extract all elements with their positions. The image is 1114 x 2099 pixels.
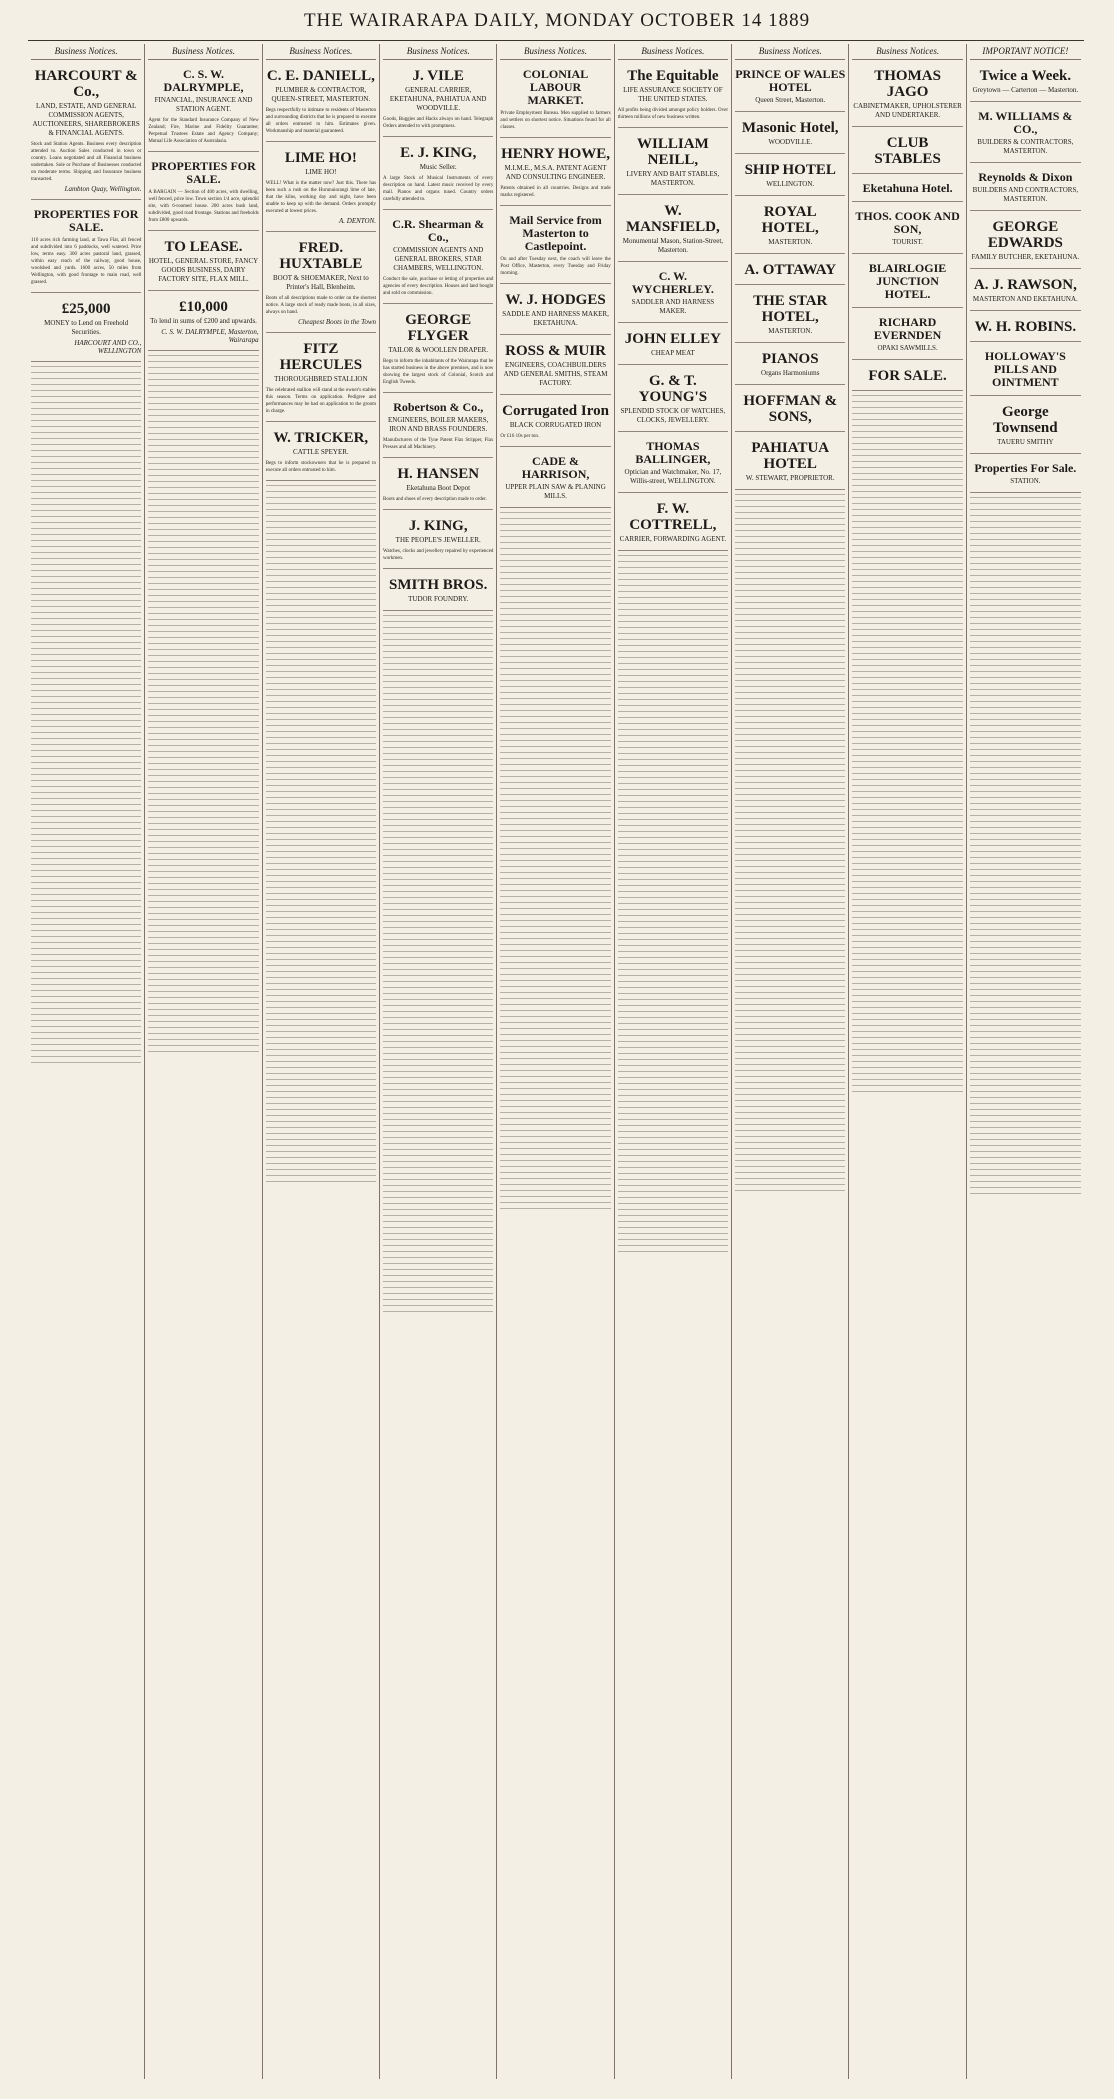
ad-subtitle: Monumental Mason, Station-Street, Masterton. xyxy=(622,237,724,254)
advertisement xyxy=(618,497,728,551)
advertisement xyxy=(970,167,1081,211)
ad-signature: Cheapest Boots in the Town xyxy=(298,318,377,326)
ad-title: Robertson & Co., xyxy=(393,400,484,414)
small-print-text xyxy=(383,615,493,1315)
advertisement xyxy=(148,156,258,231)
ad-title: C.R. Shearman & Co., xyxy=(392,217,485,244)
ad-subtitle: CARRIER, FORWARDING AGENT. xyxy=(619,535,727,543)
ad-subtitle: CATTLE SPEYER. xyxy=(293,448,349,456)
ad-subtitle: MASTERTON. xyxy=(768,238,813,246)
small-print-text xyxy=(31,366,141,1066)
ad-subtitle: BLACK CORRUGATED IRON xyxy=(509,421,602,429)
advertisement xyxy=(735,436,845,490)
ad-body: The celebrated stallion will stand at the owner's stables this season. Terms on application. Pedigree and performances may be had on application to the groom in charge. xyxy=(265,388,377,414)
advertisement xyxy=(618,436,728,493)
masthead-rule xyxy=(28,40,1084,41)
ad-subtitle: GENERAL CARRIER, EKETAHUNA, PAHIATUA AND WOODVILLE. xyxy=(389,86,487,112)
column-heading: Business Notices. xyxy=(735,44,845,60)
ad-subtitle: HOTEL, GENERAL STORE, FANCY GOODS BUSINESS, DAIRY FACTORY SITE, FLAX MILL. xyxy=(148,257,259,283)
advertisement xyxy=(500,142,610,206)
ad-title: W. TRICKER, xyxy=(273,430,369,446)
ad-title: J. KING, xyxy=(408,518,468,534)
advertisement xyxy=(852,206,962,254)
ad-subtitle: UPPER PLAIN SAW & PLANING MILLS. xyxy=(505,483,606,500)
ad-title: £25,000 xyxy=(61,301,111,317)
ad-title: A. OTTAWAY xyxy=(744,262,837,278)
advertisement xyxy=(383,397,493,458)
ad-body: Boots of all descriptions made to order on the shortest notice. A large stock of ready made boots, in all sizes, always on hand. xyxy=(265,296,377,315)
ad-subtitle: Optician and Watchmaker, No. 17, Willis-street, WELLINGTON. xyxy=(624,468,722,485)
ad-title: Reynolds & Dixon xyxy=(978,170,1073,184)
advertisement xyxy=(266,426,376,481)
small-print-text xyxy=(266,485,376,1185)
advertisement xyxy=(383,308,493,393)
ad-subtitle: CABINETMAKER, UPHOLSTERER AND UNDERTAKER. xyxy=(853,102,962,119)
ad-body: Stock and Station Agents. Business every description attended to. Auction Sales conducted in town or country. Loans negotiated and all Financial business undertaken. Sole or Purchase of Businesses conducted on moderate terms. Shipping and Insurance business transacted. xyxy=(31,142,142,182)
advertisement xyxy=(148,235,258,291)
columns xyxy=(28,44,1084,2079)
ad-title: THOMAS BALLINGER, xyxy=(635,439,711,466)
ad-body: Boots and shoes of every description made to order. xyxy=(383,497,487,502)
ad-signature: C. S. W. DALRYMPLE, Masterton, Wairarapa xyxy=(161,328,259,344)
advertisement xyxy=(735,347,845,385)
advertisement xyxy=(266,64,376,142)
column-heading: Business Notices. xyxy=(266,44,376,60)
ad-title: PIANOS xyxy=(761,351,819,367)
ad-subtitle: OPAKI SAWMILLS. xyxy=(877,344,938,352)
ad-subtitle: CHEAP MEAT xyxy=(651,349,695,357)
ad-title: Twice a Week. xyxy=(979,68,1072,84)
advertisement xyxy=(148,295,258,351)
advertisement xyxy=(618,266,728,323)
ad-title: W. H. ROBINS. xyxy=(974,319,1077,335)
advertisement xyxy=(852,131,962,174)
ad-title: THE STAR HOTEL, xyxy=(753,293,828,325)
ad-title: C. W. WYCHERLEY. xyxy=(631,269,714,296)
advertisement xyxy=(266,236,376,333)
ad-title: RICHARD EVERNDEN xyxy=(873,315,942,342)
ad-body: Goods, Buggies and Hacks always on hand. Telegraph Orders attended to with promptness. xyxy=(383,117,494,129)
ad-title: F. W. COTTRELL, xyxy=(629,501,717,533)
advertisement xyxy=(500,451,610,508)
ad-title: SMITH BROS. xyxy=(389,577,488,593)
ad-subtitle: MASTERTON AND EKETAHUNA. xyxy=(972,295,1078,303)
column-7 xyxy=(732,44,849,2079)
column-1 xyxy=(28,44,145,2079)
ad-body: Manufacturers of the Tyne Patent Flax Stripper, Flax Presses and all Machinery. xyxy=(383,438,494,450)
ad-body: All profits being divided amongst policy holders. Over thirteen millions of new business written. xyxy=(617,108,729,120)
column-8 xyxy=(849,44,966,2079)
ad-title: Eketahuna Hotel. xyxy=(862,181,953,195)
ad-subtitle: LAND, ESTATE, AND GENERAL COMMISSION AGENTS, AUCTIONEERS, SHAREBROKERS & FINANCIAL AGENTS. xyxy=(32,102,140,137)
column-heading: Business Notices. xyxy=(500,44,610,60)
advertisement xyxy=(618,64,728,128)
column-heading: Business Notices. xyxy=(148,44,258,60)
ad-title: GEORGE FLYGER xyxy=(405,312,472,344)
ad-subtitle: TAILOR & WOOLLEN DRAPER. xyxy=(388,346,489,354)
ad-title: A. J. RAWSON, xyxy=(973,277,1077,293)
column-heading: Business Notices. xyxy=(383,44,493,60)
ad-title: WILLIAM NEILL, xyxy=(637,136,709,168)
ad-body: Conduct the sale, purchase or letting of properties and agencies of every description. Houses and land bought and sold on commission. xyxy=(383,277,494,296)
ad-title: CLUB STABLES xyxy=(874,135,941,167)
ad-title: Properties For Sale. xyxy=(974,461,1077,475)
advertisement xyxy=(970,64,1081,102)
ad-title: PRINCE OF WALES HOTEL xyxy=(735,67,846,94)
ad-subtitle: MASTERTON. xyxy=(768,327,813,335)
ad-body: Or £16 10s per ton. xyxy=(500,434,540,439)
ad-body: Begs to inform the inhabitants of the Wairarapa that he has started business in the above premises, and is now showing the largest stock of Colonial, Scotch and English Tweeds. xyxy=(383,359,494,385)
ad-title: George Townsend xyxy=(993,404,1058,436)
small-print-text xyxy=(970,497,1081,1197)
small-print-text xyxy=(618,555,728,1255)
advertisement xyxy=(852,64,962,127)
ad-subtitle: LIFE ASSURANCE SOCIETY OF THE UNITED STATES. xyxy=(623,86,723,103)
advertisement xyxy=(266,337,376,422)
ad-signature: Lambton Quay, Wellington. xyxy=(64,185,142,193)
advertisement xyxy=(970,400,1081,454)
ad-subtitle: TOURIST. xyxy=(892,238,923,246)
ad-subtitle: WOODVILLE. xyxy=(768,138,813,146)
advertisement xyxy=(970,273,1081,311)
ad-title: W. MANSFIELD, xyxy=(626,203,720,235)
advertisement xyxy=(735,289,845,343)
advertisement xyxy=(31,64,141,200)
advertisement xyxy=(383,214,493,304)
advertisement xyxy=(266,146,376,232)
masthead-title: THE WAIRARAPA DAILY, MONDAY OCTOBER 14 1889 xyxy=(303,10,811,31)
ad-subtitle: THOROUGHBRED STALLION xyxy=(274,375,368,383)
advertisement xyxy=(735,158,845,196)
ad-title: BLAIRLOGIE JUNCTION HOTEL. xyxy=(868,261,947,301)
ad-title: Corrugated Iron xyxy=(502,403,609,419)
ad-subtitle: THE PEOPLE'S JEWELLER. xyxy=(395,536,481,544)
advertisement xyxy=(500,64,610,138)
advertisement xyxy=(852,178,962,202)
ad-subtitle: SADDLER AND HARNESS MAKER. xyxy=(631,298,715,315)
ad-title: FRED. HUXTABLE xyxy=(279,240,363,272)
ad-subtitle: ENGINEERS, COACHBUILDERS AND GENERAL SMITHS, STEAM FACTORY. xyxy=(503,361,608,387)
advertisement xyxy=(383,462,493,510)
advertisement xyxy=(735,200,845,254)
ad-subtitle: WELLINGTON. xyxy=(766,180,815,188)
advertisement xyxy=(500,210,610,284)
ad-title: HOFFMAN & SONS, xyxy=(743,393,838,425)
advertisement xyxy=(970,106,1081,163)
ad-subtitle: FINANCIAL, INSURANCE AND STATION AGENT. xyxy=(154,96,253,113)
advertisement xyxy=(852,312,962,360)
advertisement xyxy=(735,389,845,432)
ad-subtitle: SADDLE AND HARNESS MAKER, EKETAHUNA. xyxy=(502,310,609,327)
ad-title: GEORGE EDWARDS xyxy=(987,219,1063,251)
ad-subtitle: PLUMBER & CONTRACTOR, QUEEN-STREET, MASTERTON. xyxy=(271,86,371,103)
advertisement xyxy=(618,369,728,432)
ad-subtitle: Organs Harmoniums xyxy=(761,369,820,377)
ad-body: Begs respectfully to intimate to residents of Masterton and surrounding districts that he is prepared to execute all orders entrusted to him. Estimates given. Workmanship and material guaranteed. xyxy=(265,108,377,134)
advertisement xyxy=(970,458,1081,493)
ad-title: The Equitable xyxy=(627,68,719,84)
ad-subtitle: Queen Street, Masterton. xyxy=(755,96,826,104)
column-heading: Business Notices. xyxy=(852,44,962,60)
advertisement xyxy=(970,346,1081,396)
ad-subtitle: MONEY to Lend on Freehold Securities. xyxy=(44,319,129,336)
advertisement xyxy=(500,399,610,447)
small-print-text xyxy=(735,494,845,1194)
ad-title: HOLLOWAY'S PILLS AND OINTMENT xyxy=(984,349,1066,389)
ad-subtitle: FAMILY BUTCHER, EKETAHUNA. xyxy=(971,253,1080,261)
ad-body: WELL! What is the matter now? Just this. There has been such a rush on the Hurunuiorangi lime of late, that the kilns, working day and night, have been unable to keep up with the demand. Orders promptly executed at lowest prices. xyxy=(265,181,377,214)
ad-title: C. S. W. DALRYMPLE, xyxy=(163,67,244,94)
advertisement xyxy=(852,364,962,391)
ad-title: ROYAL HOTEL, xyxy=(761,204,819,236)
ad-title: H. HANSEN xyxy=(397,466,480,482)
advertisement xyxy=(500,339,610,395)
ad-title: PROPERTIES FOR SALE. xyxy=(33,207,139,234)
ad-title: Mail Service from Masterton to Castlepoint. xyxy=(509,213,602,253)
ad-body: 110 acres rich farming land, at Tawa Flat, all fenced and subdivided into 6 paddocks, well watered. Price low, terms easy. 300 acres pastoral land, grassed, within easy reach of the railway, good house, woolshed and yards. 1600 acres, 50 miles from Wellington, with good frontage to main road, well grassed. xyxy=(31,238,142,285)
ad-title: C. E. DANIELL, xyxy=(266,68,375,84)
ad-subtitle: To lend in sums of £200 and upwards. xyxy=(150,317,257,325)
ad-body: Watches, clocks and jewellery repaired by experienced workmen. xyxy=(383,549,494,561)
advertisement xyxy=(500,288,610,335)
ad-subtitle: LIVERY AND BAIT STABLES, MASTERTON. xyxy=(626,170,720,187)
ad-title: FOR SALE. xyxy=(868,368,947,384)
ad-title: LIME HO! xyxy=(284,150,357,166)
ad-body: A large Stock of Musical Instruments of every description on hand. Latest music received by every mail. Pianos and organs tuned. Country orders carefully attended to. xyxy=(383,176,494,202)
ad-body: On and after Tuesday next, the coach will leave the Post Office, Masterton, every Tuesday and Friday morning. xyxy=(500,257,611,276)
ad-subtitle: ENGINEERS, BOILER MAKERS, IRON AND BRASS FOUNDERS. xyxy=(388,416,489,433)
column-2 xyxy=(145,44,262,2079)
advertisement xyxy=(383,573,493,611)
ad-subtitle: LIME HO! xyxy=(305,168,337,176)
masthead xyxy=(0,6,1114,36)
advertisement xyxy=(618,199,728,262)
ad-title: PROPERTIES FOR SALE. xyxy=(151,159,256,186)
ad-subtitle: BOOT & SHOEMAKER, Next to Printer's Hall, Blenheim. xyxy=(272,274,369,291)
ad-subtitle: W. STEWART, PROPRIETOR. xyxy=(745,474,835,482)
column-heading: Business Notices. xyxy=(618,44,728,60)
ad-subtitle: STATION. xyxy=(1010,477,1041,485)
ad-title: ROSS & MUIR xyxy=(505,343,606,359)
ad-title: THOS. COOK AND SON, xyxy=(855,209,960,236)
ad-title: THOMAS JAGO xyxy=(874,68,941,100)
advertisement xyxy=(383,514,493,569)
ad-title: M. WILLIAMS & CO., xyxy=(978,109,1073,136)
ad-title: TO LEASE. xyxy=(164,239,243,255)
small-print-text xyxy=(500,512,610,1212)
column-6 xyxy=(615,44,732,2079)
ad-title: HENRY HOWE, xyxy=(501,146,611,162)
small-print-text xyxy=(852,395,962,1095)
ad-signature: HARCOURT AND CO., WELLINGTON xyxy=(74,339,142,355)
column-9 xyxy=(967,44,1084,2079)
ad-title: COLONIAL LABOUR MARKET. xyxy=(522,67,589,107)
ad-body: Private Employment Bureau. Men supplied to farmers and settlers on shortest notice. Situations found for all classes. xyxy=(500,111,611,130)
ad-subtitle: M.I.M.E., M.S.A. PATENT AGENT AND CONSULTING ENGINEER. xyxy=(504,164,607,181)
advertisement xyxy=(31,297,141,362)
ad-body: A BARGAIN — Section of 400 acres, with dwelling, well fenced, price low. Town section 1/4 acre, splendid site, with 6-roomed house. 200 acres bush land, subdivided, good road frontage. Stations and freeholds from £800 upwards. xyxy=(148,190,259,223)
advertisement xyxy=(970,315,1081,342)
ad-subtitle: COMMISSION AGENTS AND GENERAL BROKERS, STAR CHAMBERS, WELLINGTON. xyxy=(393,246,484,272)
ad-subtitle: BUILDERS AND CONTRACTORS, MASTERTON. xyxy=(972,186,1079,203)
ad-body: Patents obtained in all countries. Designs and trade marks registered. xyxy=(500,186,611,198)
ad-title: CADE & HARRISON, xyxy=(521,454,590,481)
ad-subtitle: Greytown — Carterton — Masterton. xyxy=(972,86,1079,94)
ad-title: HARCOURT & Co., xyxy=(34,68,138,100)
advertisement xyxy=(735,64,845,112)
advertisement xyxy=(618,327,728,365)
ad-title: SHIP HOTEL xyxy=(744,162,836,178)
advertisement xyxy=(31,204,141,293)
ad-body: Agent for the Standard Insurance Company of New Zealand; Fire, Marine and Fidelity Guarantee; Perpetual Trustees Estate and Agency Company; Mutual Life Association of Australasia. xyxy=(148,118,259,144)
ad-title: J. VILE xyxy=(412,68,464,84)
ad-subtitle: SPLENDID STOCK OF WATCHES, CLOCKS, JEWELLERY. xyxy=(620,407,726,424)
advertisement xyxy=(383,64,493,137)
ad-subtitle: BUILDERS & CONTRACTORS, MASTERTON. xyxy=(977,138,1074,155)
ad-body: Begs to inform stockowners that he is prepared to execute all orders entrusted to him. xyxy=(265,461,377,473)
ad-title: Masonic Hotel, xyxy=(741,120,839,136)
advertisement xyxy=(970,215,1081,269)
column-heading: IMPORTANT NOTICE! xyxy=(970,44,1081,60)
advertisement xyxy=(852,258,962,308)
ad-subtitle: Music Seller. xyxy=(419,163,457,171)
advertisement xyxy=(383,141,493,210)
column-heading: Business Notices. xyxy=(31,44,141,60)
ad-subtitle: TUDOR FOUNDRY. xyxy=(408,595,469,603)
advertisement xyxy=(148,64,258,152)
ad-title: W. J. HODGES xyxy=(505,292,606,308)
column-3 xyxy=(263,44,380,2079)
column-5 xyxy=(497,44,614,2079)
advertisement xyxy=(735,116,845,154)
ad-signature: A. DENTON. xyxy=(339,217,377,225)
ad-title: E. J. KING, xyxy=(400,145,477,161)
ad-title: £10,000 xyxy=(179,299,228,315)
ad-subtitle: TAUERU SMITHY xyxy=(997,438,1054,446)
advertisement xyxy=(735,258,845,285)
advertisement xyxy=(618,132,728,195)
ad-title: G. & T. YOUNG'S xyxy=(638,373,708,405)
column-4 xyxy=(380,44,497,2079)
ad-title: FITZ HERCULES xyxy=(279,341,363,373)
small-print-text xyxy=(148,355,258,1055)
ad-title: PAHIATUA HOTEL xyxy=(751,440,830,472)
ad-title: JOHN ELLEY xyxy=(624,331,722,347)
ad-subtitle: Eketahuna Boot Depot xyxy=(406,484,471,492)
